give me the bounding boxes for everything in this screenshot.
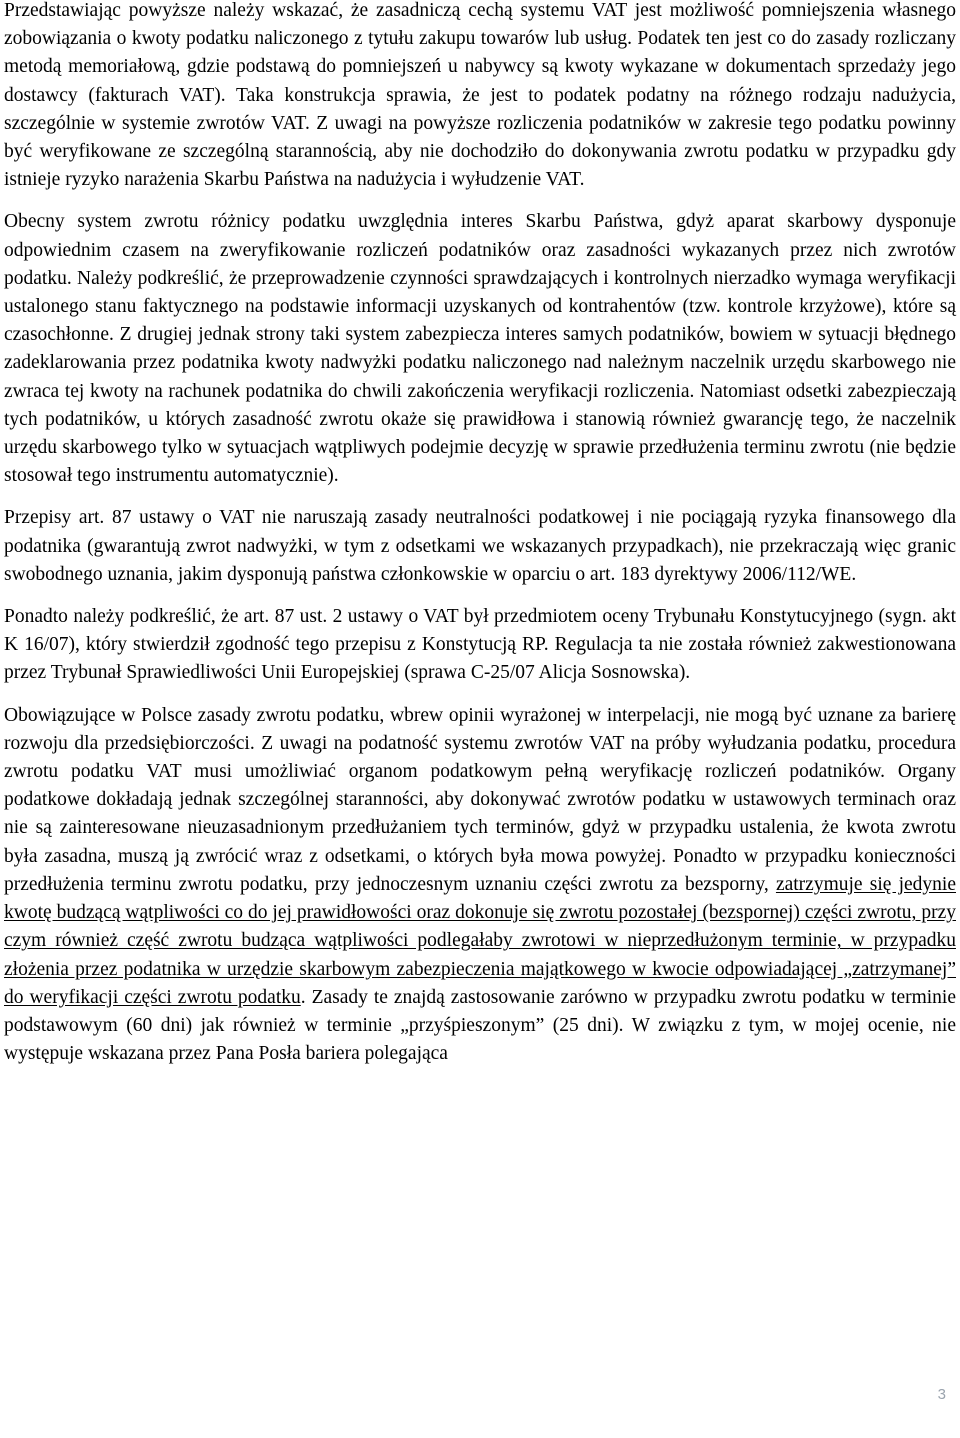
page-number: 3 (937, 1386, 946, 1403)
paragraph-constitutional-review (4, 603, 956, 688)
paragraph-refund-rules-poland (4, 702, 956, 1069)
paragraph-text: Przepisy art. 87 ustawy o VAT nie naruszają zasady neutralności podatkowej i nie pociągają ryzyka finansowego dla podatnika (gwarantują zwrot nadwyżki, w tym z odsetkami we wskazanych przypadkach), nie przekraczają więc granic swobodnego uznania, jakim dysponują państwa członkowskie w oparciu o art. 183 dyrektywy 2006/112/WE. (4, 507, 956, 585)
paragraph-text-after: . Zasady te znajdą zastosowanie zarówno w przypadku zwrotu podatku w terminie podstawowym (60 dni) jak również w terminie „przyśpieszonym” (25 dni). W związku z tym, w mojej ocenie, nie występuje wskazana przez Pana Posła bariera polegająca (4, 986, 957, 1065)
document-body (4, 0, 956, 1068)
paragraph-current-refund-system (4, 208, 956, 490)
paragraph-text: Ponadto należy podkreślić, że art. 87 ust. 2 ustawy o VAT był przedmiotem oceny Trybunału Konstytucyjnego (sygn. akt K 16/07), który stwierdził zgodność tego przepisu z Konstytucją RP. Regulacja ta nie została również zakwestionowana przez Trybunał Sprawiedliwości Unii Europejskiej (sprawa C-25/07 Alicja Sosnowska). (4, 606, 956, 684)
paragraph-art-87-provisions (4, 504, 956, 589)
paragraph-text: Przedstawiając powyższe należy wskazać, że zasadniczą cechą systemu VAT jest możliwość pomniejszenia własnego zobowiązania o kwoty podatku naliczonego z tytułu zakupu towarów lub usług. Podatek ten jest co do zasady rozliczany metodą memoriałową, gdzie podstawą do pomniejszeń u nabywcy są kwoty wykazane w dokumentach sprzedaży jego dostawcy (fakturach VAT). Taka konstrukcja sprawia, że jest to podatek podatny na różnego rodzaju nadużycia, szczególnie w systemie zwrotów VAT. Z uwagi na powyższe rozliczenia podatników w zakresie tego podatku powinny być weryfikowane ze szczególną starannością, aby nie dochodziło do dokonywania zwrotu podatku w przypadku gdy istnieje ryzyko narażenia Skarbu Państwa na nadużycia i wyłudzenie VAT. (4, 0, 956, 191)
paragraph-text: Obecny system zwrotu różnicy podatku uwzględnia interes Skarbu Państwa, gdyż aparat skarbowy dysponuje odpowiednim czasem na zweryfikowanie rozliczeń podatników oraz zasadności wykazanych przez nich zwrotów podatku. Należy podkreślić, że przeprowadzenie czynności sprawdzających i kontrolnych nierzadko wymaga weryfikacji ustalonego stanu faktycznego na podstawie informacji uzyskanych od kontrahentów (tzw. kontrole krzyżowe), które są czasochłonne. Z drugiej jednak strony taki system zabezpiecza interes samych podatników, bowiem w sytuacji błędnego zadeklarowania przez podatnika kwoty nadwyżki podatku naliczonego nad należnym naczelnik urzędu skarbowego nie zwraca tej kwoty na rachunek podatnika do chwili zakończenia weryfikacji rozliczenia. Natomiast odsetki zabezpieczają tych podatników, u których zasadność zwrotu okaże się prawidłowa i stanowią również gwarancję tego, że naczelnik urzędu skarbowego tylko w sytuacjach wątpliwych podejmie decyzję w sprawie przedłużenia terminu zwrotu (nie będzie stosował tego instrumentu automatycznie). (4, 211, 956, 487)
paragraph-text-underlined: zatrzymuje się jedynie kwotę budzącą wątpliwości co do jej prawidłowości oraz dokonuje się zwrotu pozostałej (bezspornej) części zwrotu, przy czym również część zwrotu budząca wątpliwości podlegałaby zwrotowi w nieprzedłużonym terminie, w przypadku złożenia przez podatnika w urzędzie skarbowym zabezpieczenia majątkowego w kwocie odpowiadającej „zatrzymanej” do weryfikacji części zwrotu podatku (4, 873, 956, 1008)
paragraph-vat-characteristics (4, 0, 956, 194)
paragraph-text-before: Obowiązujące w Polsce zasady zwrotu podatku, wbrew opinii wyrażonej w interpelacji, nie mogą być uznane za barierę rozwoju dla przedsiębiorczości. Z uwagi na podatność systemu zwrotów VAT na próby wyłudzania podatku, procedura zwrotu podatku VAT musi umożliwiać organom podatkowym pełną weryfikację rozliczeń podatników. Organy podatkowe dokładają jednak szczególnej staranności, aby dokonywać zwrotów podatku w ustawowych terminach oraz nie są zainteresowane nieuzasadnionym przedłużaniem tych terminów, gdyż w przypadku ustalenia, że kwota zwrotu była zasadna, muszą ją zwrócić wraz z odsetkami, o których była mowa powyżej. Ponadto w przypadku konieczności przedłużenia terminu zwrotu podatku, przy jednoczesnym uznaniu części zwrotu za bezsporny, (4, 704, 956, 895)
